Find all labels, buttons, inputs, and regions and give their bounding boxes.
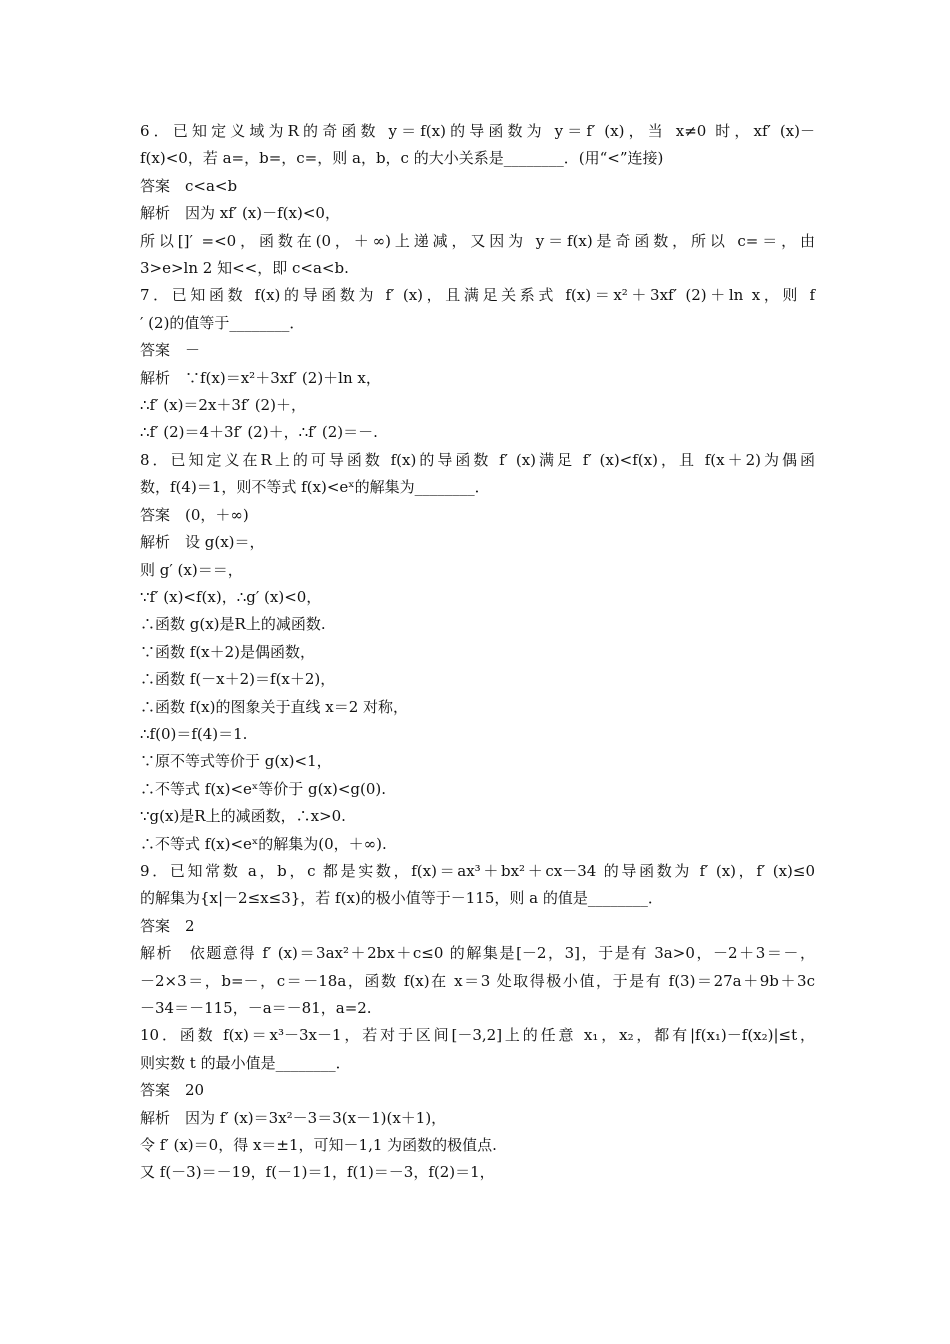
problem-8-analysis-line-9: ∵原不等式等价于 g(x)<1， xyxy=(140,752,332,771)
problem-9-analysis-line-1: 解析 依题意得 f′ (x)＝3ax²＋2bx＋c≤0 的解集是[－2，3]，于是有 3a>0，－2＋3＝－， xyxy=(140,944,815,963)
problem-8-answer: 答案 (0，＋∞) xyxy=(140,505,249,524)
problem-6-line-2: f(x)<0，若 a=，b=，c=，则 a，b，c 的大小关系是________．(用“<”连接) xyxy=(140,149,664,168)
problem-8-analysis-line-3: ∵f′ (x)<f(x)，∴g′ (x)<0， xyxy=(140,587,322,606)
problem-10-answer: 答案 20 xyxy=(140,1081,205,1100)
problem-7-analysis-line-1: 解析 ∵f(x)＝x²＋3xf′ (2)＋ln x， xyxy=(140,368,381,387)
problem-8-line-2: 数，f(4)＝1，则不等式 f(x)<eˣ的解集为________． xyxy=(140,478,490,497)
problem-6-answer: 答案 c<a<b xyxy=(140,176,238,195)
problem-9-answer: 答案 2 xyxy=(140,916,195,935)
problem-6-analysis-line-3: 3>e>ln 2 知<<，即 c<a<b. xyxy=(140,259,349,278)
problem-8-analysis-line-8: ∴f(0)＝f(4)＝1. xyxy=(140,724,248,743)
problem-8-analysis-line-2: 则 g′ (x)＝＝， xyxy=(140,560,243,579)
problem-10-analysis-line-3: 又 f(－3)＝－19，f(－1)＝1，f(1)＝－3，f(2)＝1， xyxy=(140,1163,495,1182)
problem-9-analysis-line-3: －34＝－115，－a＝－81，a=2. xyxy=(140,999,372,1017)
problem-8-analysis-line-12: ∴不等式 f(x)<eˣ的解集为(0，＋∞). xyxy=(140,834,387,853)
problem-7-analysis-line-2: ∴f′ (x)＝2x＋3f′ (2)＋， xyxy=(140,396,306,415)
problem-6-line-1: 6．已知定义域为R的奇函数 y＝f(x)的导函数为 y＝f′ (x)，当 x≠0 时，xf′ (x)－ xyxy=(140,122,815,140)
problem-7-line-1: 7．已知函数 f(x)的导函数为 f′ (x)，且满足关系式 f(x)＝x²＋3xf′ (2)＋ln x，则 f xyxy=(140,286,815,305)
problem-8-analysis-line-7: ∴函数 f(x)的图象关于直线 x＝2 对称， xyxy=(140,697,409,716)
problem-6-analysis-line-2: 所以[]′ =<0，函数在(0，＋∞)上递减，又因为 y＝f(x)是奇函数，所以 c=＝，由 xyxy=(140,231,815,250)
problem-8-analysis-line-5: ∵函数 f(x＋2)是偶函数， xyxy=(140,642,316,661)
problem-8-analysis-line-6: ∴函数 f(－x＋2)＝f(x＋2)， xyxy=(140,670,336,689)
problem-9-line-2: 的解集为{x|－2≤x≤3}，若 f(x)的极小值等于－115，则 a 的值是________． xyxy=(140,889,663,908)
problem-9-line-1: 9．已知常数 a，b，c 都是实数，f(x)＝ax³＋bx²＋cx－34 的导函数为 f′ (x)，f′ (x)≤0 xyxy=(140,861,815,880)
problem-10-analysis-line-2: 令 f′ (x)＝0，得 x＝±1，可知－1,1 为函数的极值点. xyxy=(140,1136,497,1155)
problem-8-analysis-line-10: ∴不等式 f(x)<eˣ等价于 g(x)<g(0). xyxy=(140,779,387,798)
problem-8-analysis-line-1: 解析 设 g(x)＝， xyxy=(140,533,265,552)
problem-8-analysis-line-11: ∵g(x)是R上的减函数，∴x>0. xyxy=(140,807,346,826)
problem-10-analysis-line-1: 解析 因为 f′ (x)＝3x²－3＝3(x－1)(x＋1)， xyxy=(140,1108,447,1127)
problem-10-line-2: 则实数 t 的最小值是________． xyxy=(140,1053,351,1072)
problem-7-analysis-line-3: ∴f′ (2)＝4＋3f′ (2)＋，∴f′ (2)＝－. xyxy=(140,423,378,442)
problem-8-analysis-line-4: ∴函数 g(x)是R上的减函数. xyxy=(140,615,326,634)
problem-7-line-2: ′ (2)的值等于________． xyxy=(140,313,305,332)
problem-9-analysis-line-2: －2×3＝，b=－，c＝－18a，函数 f(x)在 x＝3 处取得极小值，于是有 f(3)＝27a＋9b＋3c xyxy=(140,971,815,990)
problem-6-analysis-line-1: 解析 因为 xf′ (x)－f(x)<0， xyxy=(140,204,340,223)
problem-10-line-1: 10．函数 f(x)＝x³－3x－1，若对于区间[－3,2]上的任意 x₁，x₂，都有|f(x₁)－f(x₂)|≤t， xyxy=(140,1026,815,1045)
problem-8-line-1: 8．已知定义在R上的可导函数 f(x)的导函数 f′ (x)满足 f′ (x)<f(x)，且 f(x＋2)为偶函 xyxy=(140,450,815,469)
problem-7-answer: 答案 － xyxy=(140,341,201,360)
document-page xyxy=(140,118,815,1187)
